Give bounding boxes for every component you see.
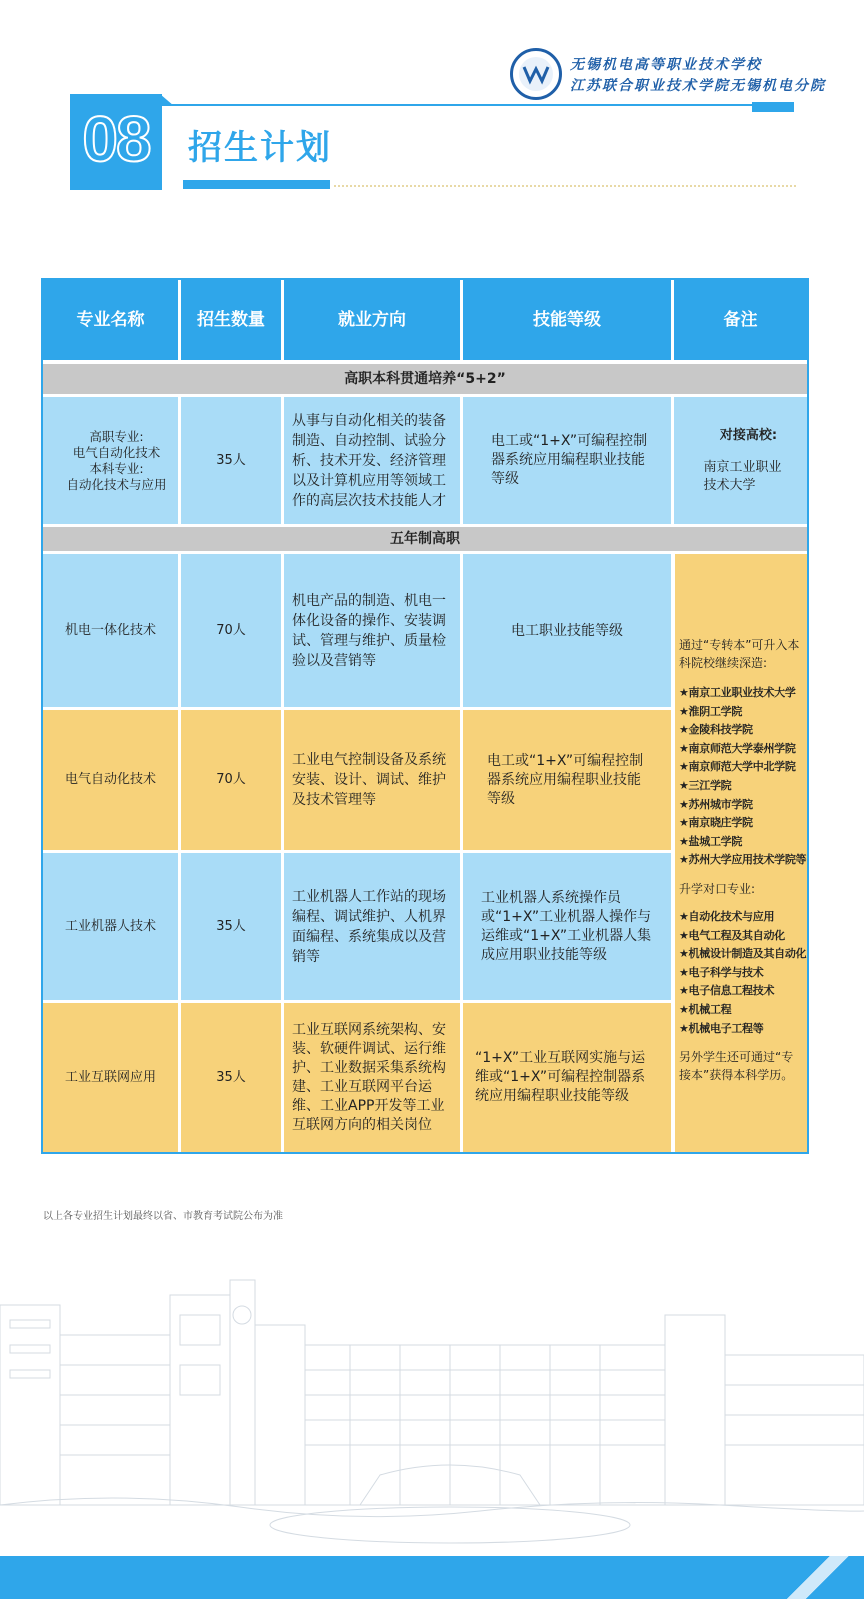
note-major: ★自动化技术与应用: [679, 909, 775, 923]
school-emblem-icon: [510, 48, 562, 100]
note-major: ★机械电子工程等: [679, 1021, 764, 1035]
note-school: ★南京师范大学中北学院: [679, 760, 796, 774]
career-cell: 机电产品的制造、机电一体化设备的操作、安装调试、管理与维护、质量检验以及营销等: [284, 554, 460, 707]
col-header-count: 招生数量: [181, 280, 281, 360]
section-number: 08: [82, 103, 150, 175]
note-school: ★金陵科技学院: [679, 723, 753, 737]
major-line: 高职专业:: [89, 428, 144, 444]
note-school: ★苏州大学应用技术学院等: [679, 853, 807, 867]
col-header-major: 专业名称: [43, 280, 178, 360]
section-number-box: [70, 94, 162, 190]
footnote: 以上各专业招生计划最终以省、市教育考试院公布为准: [43, 1211, 283, 1222]
note-major: ★机械工程: [679, 1002, 732, 1016]
col-header-note: 备注: [674, 280, 807, 360]
col-header-skill: 技能等级: [463, 280, 671, 360]
career-cell: 工业互联网系统架构、安装、软硬件调试、运行维护、工业数据采集系统构建、工业互联网平台运维、工业APP开发等工业互联网方向的相关岗位: [284, 1003, 460, 1152]
school-name-primary: 无锡机电高等职业技术学校: [570, 57, 762, 73]
section-number-tab: [160, 94, 174, 106]
header-divider-end: [752, 102, 794, 112]
title-dotted-line: [334, 185, 796, 187]
count-cell: 35人: [181, 853, 281, 1000]
major-line: 本科专业:: [89, 460, 144, 476]
count-cell: 70人: [181, 554, 281, 707]
title-underline: [183, 180, 330, 189]
col-header-career: 就业方向: [284, 280, 460, 360]
bottom-banner: [0, 1556, 864, 1599]
major-line: 自动化技术与应用: [66, 476, 167, 492]
note-major: ★机械设计制造及其自动化: [679, 947, 807, 961]
note-school: ★南京晓庄学院: [679, 816, 753, 830]
campus-sketch-illustration: [0, 1275, 864, 1555]
group-title-bachelor: 高职本科贯通培养“5+2”: [43, 364, 807, 394]
major-cell: [43, 397, 178, 524]
note-majors-title: 升学对口专业:: [679, 881, 756, 896]
note-school: ★盐城工学院: [679, 834, 743, 848]
skill-cell: “1+X”工业互联网实施与运维或“1+X”可编程控制器系统应用编程职业技能等级: [463, 1003, 671, 1152]
section-title: 招生计划: [188, 128, 332, 168]
note-body: 南京工业职业技术大学: [703, 459, 782, 493]
bottom-banner-stripe: [778, 1556, 864, 1599]
note-school: ★南京工业职业技术大学: [679, 686, 796, 699]
note-major: ★电子信息工程技术: [679, 984, 775, 998]
skill-cell: 电工或“1+X”可编程控制器系统应用编程职业技能等级: [463, 710, 671, 850]
major-line: 电气自动化技术: [72, 444, 161, 460]
five-year-note-cell: [675, 554, 807, 1152]
skill-cell: 电工或“1+X”可编程控制器系统应用编程职业技能等级: [463, 397, 671, 524]
note-cell: [674, 397, 807, 524]
header-divider: [160, 104, 778, 106]
count-cell: 70人: [181, 710, 281, 850]
major-cell: 工业互联网应用: [43, 1003, 178, 1152]
career-cell: 从事与自动化相关的装备制造、自动控制、试验分析、技术开发、经济管理以及计算机应用等领域工作的高层次技术技能人才: [284, 397, 460, 524]
group-title-five-year: 五年制高职: [43, 527, 807, 551]
note-major: ★电子科学与技术: [679, 965, 764, 979]
note-school: ★南京师范大学泰州学院: [679, 741, 796, 755]
major-cell: 电气自动化技术: [43, 710, 178, 850]
career-cell: 工业电气控制设备及系统安装、设计、调试、维护及技术管理等: [284, 710, 460, 850]
skill-cell: 电工职业技能等级: [463, 554, 671, 707]
note-school: ★苏州城市学院: [679, 797, 753, 811]
note-school: ★淮阴工学院: [679, 704, 743, 718]
note-title: 对接高校:: [719, 427, 778, 443]
skill-cell: 工业机器人系统操作员或“1+X”工业机器人操作与运维或“1+X”工业机器人集成应用职业技能等级: [463, 853, 671, 1000]
note-tail: 另外学生还可通过“专接本”获得本科学历。: [679, 1050, 794, 1083]
major-cell: 工业机器人技术: [43, 853, 178, 1000]
note-school: ★三江学院: [679, 778, 732, 792]
note-major: ★电气工程及其自动化: [679, 928, 785, 942]
count-cell: 35人: [181, 1003, 281, 1152]
note-lead: 通过“专转本”可升入本科院校继续深造:: [679, 638, 800, 670]
count-cell: 35人: [181, 397, 281, 524]
career-cell: 工业机器人工作站的现场编程、调试维护、人机界面编程、系统集成以及营销等: [284, 853, 460, 1000]
major-cell: 机电一体化技术: [43, 554, 178, 707]
school-name-secondary: 江苏联合职业技术学院无锡机电分院: [570, 78, 826, 94]
